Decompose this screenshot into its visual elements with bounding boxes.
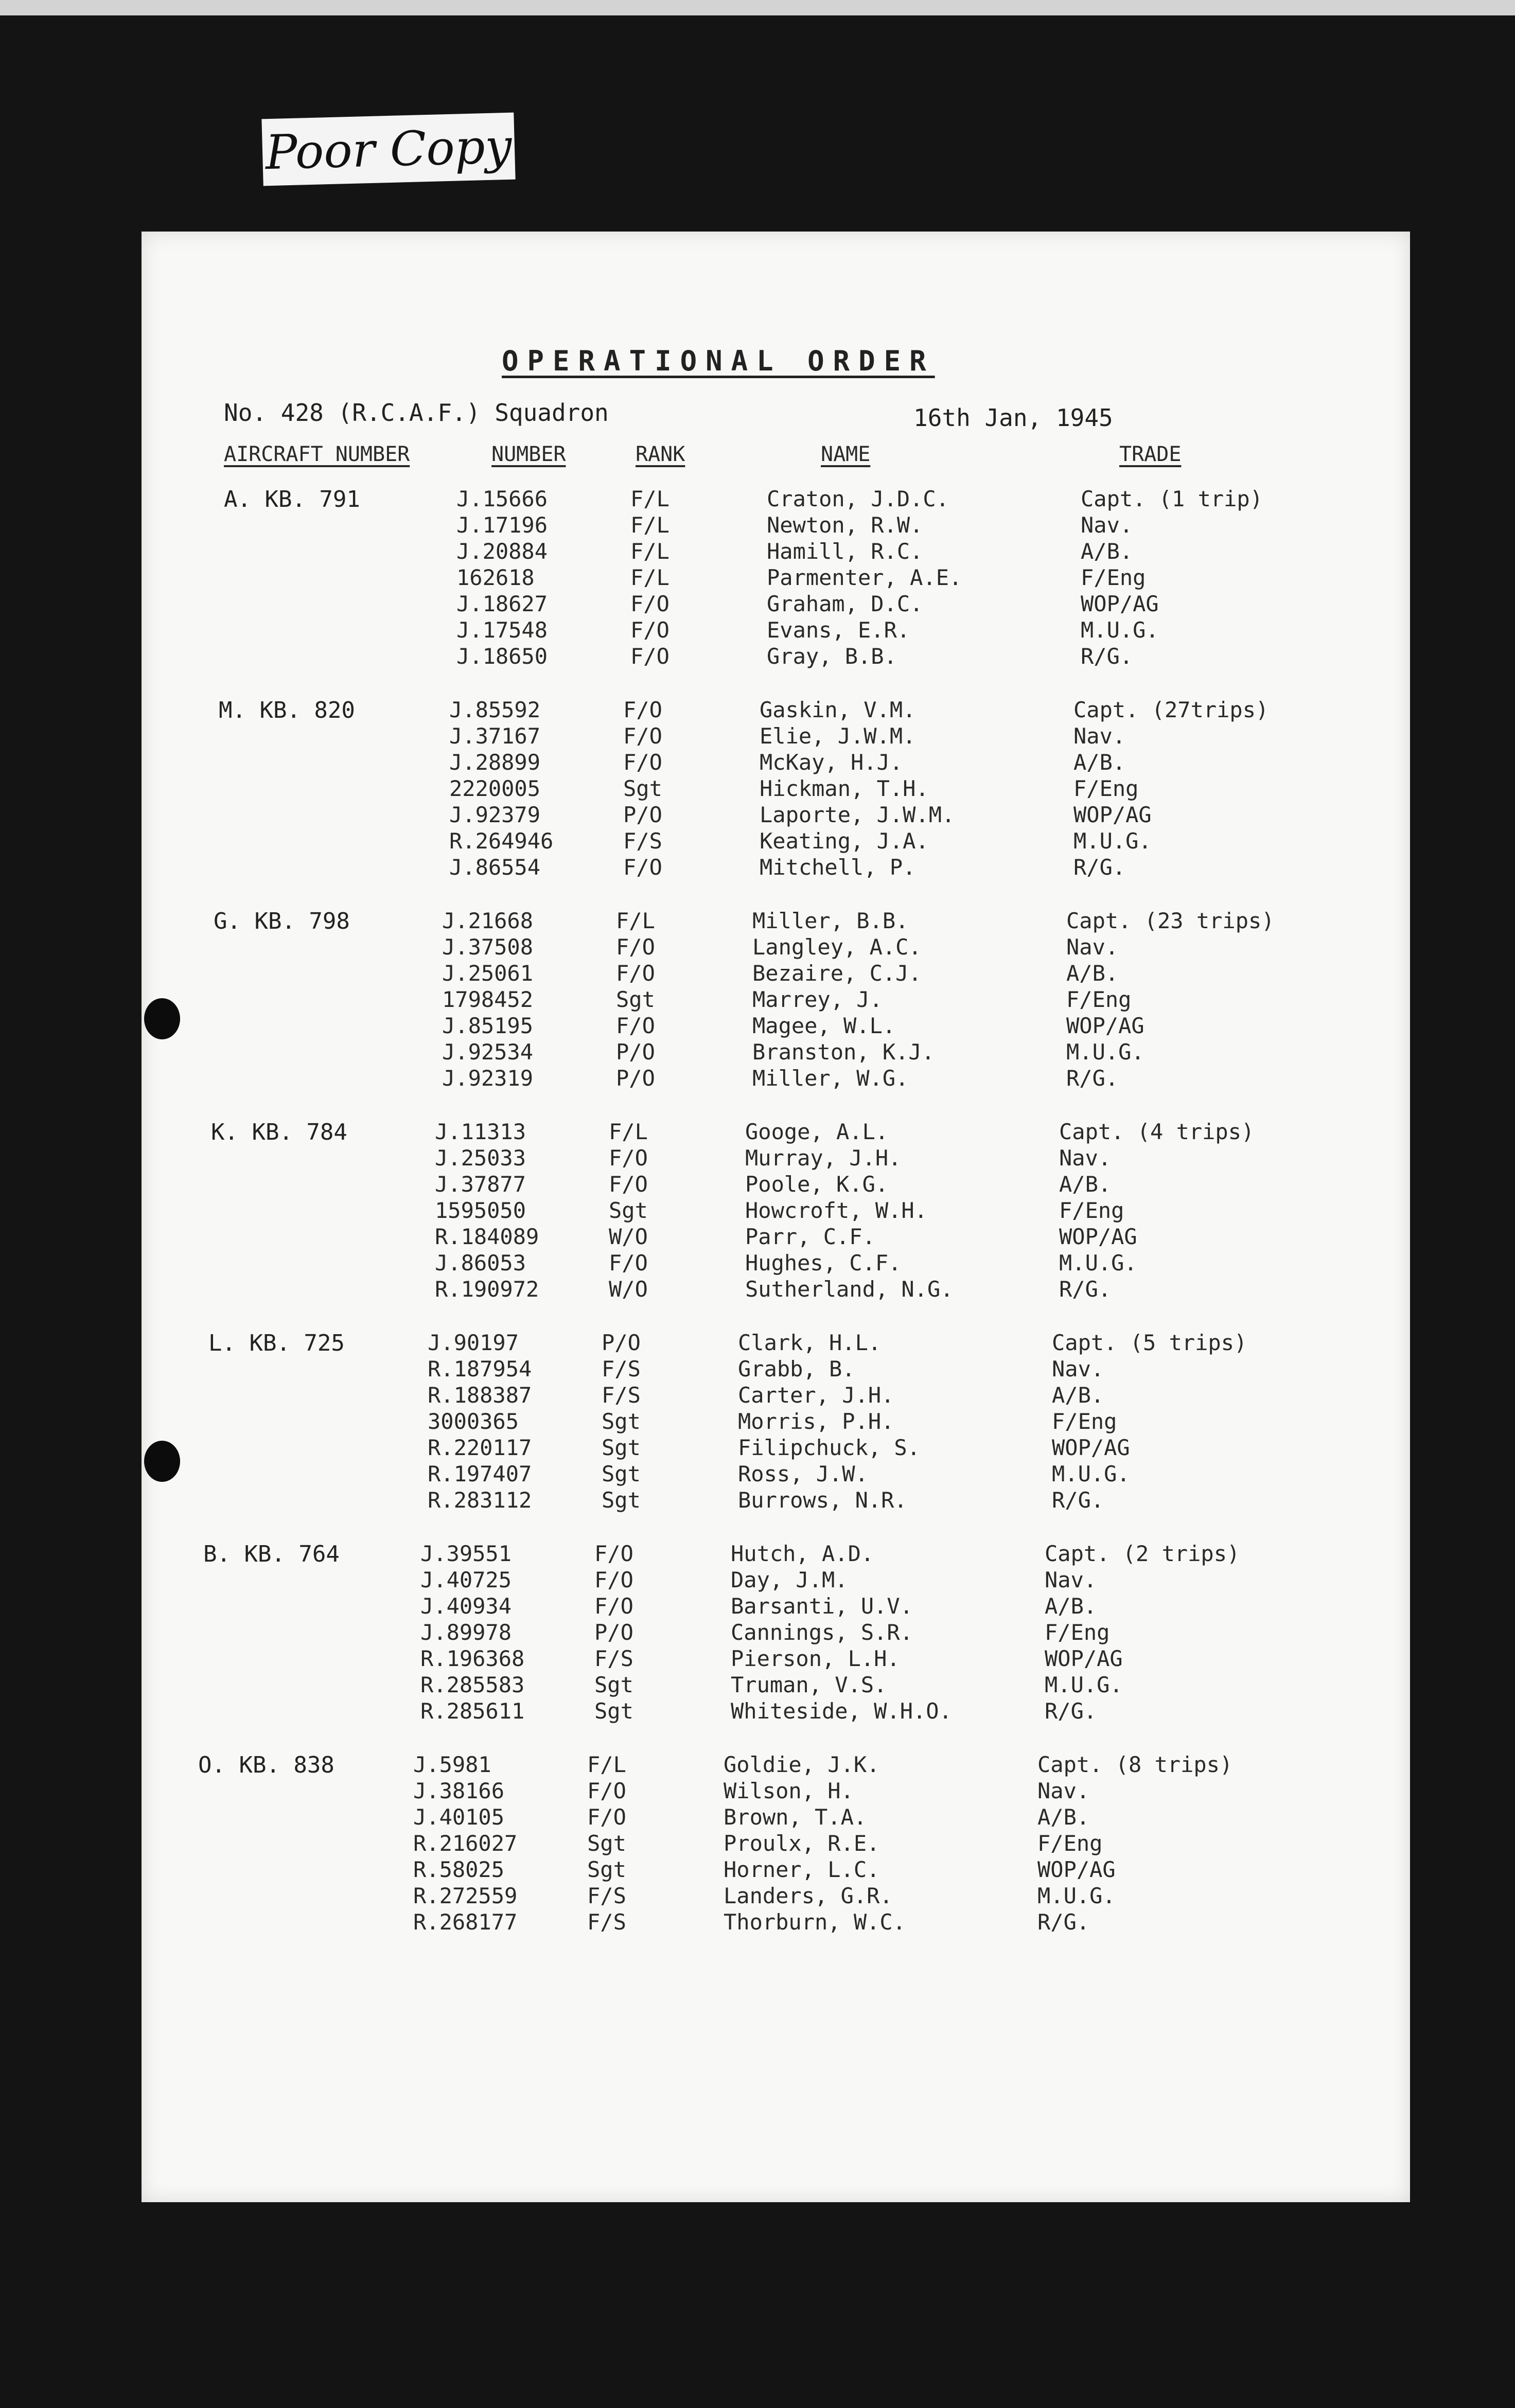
crew-member-number: R.268177 (413, 1909, 518, 1935)
crew-member-number: R.196368 (420, 1646, 525, 1671)
crew-member-trade: F/Eng (1066, 987, 1132, 1012)
crew-member-name: Hickman, T.H. (760, 776, 929, 801)
crew-member-number: J.21668 (442, 908, 534, 933)
crew-member-row (127, 1039, 1396, 1065)
crew-member-number: R.216027 (413, 1831, 518, 1856)
crew-member-trade: F/Eng (1059, 1198, 1124, 1223)
squadron-line: No. 428 (R.C.A.F.) Squadron (224, 399, 609, 427)
crew-member-rank: F/L (609, 1119, 648, 1144)
crew-member-row (142, 591, 1410, 617)
crew-member-name: Poole, K.G. (745, 1172, 889, 1197)
crew-member-rank: P/O (594, 1620, 633, 1645)
crew-member-number: J.40105 (413, 1804, 505, 1830)
aircraft-number: G. KB. 798 (214, 908, 350, 934)
crew-member-row (105, 1541, 1374, 1567)
crew-member-name: Gray, B.B. (767, 644, 897, 669)
crew-member-row (98, 1752, 1367, 1778)
crew-member-name: Magee, W.L. (752, 1013, 896, 1038)
crew-member-number: J.25061 (442, 961, 534, 986)
crew-block (142, 908, 1410, 1093)
crew-member-rank: Sgt (609, 1198, 648, 1223)
crew-member-name: Parmenter, A.E. (767, 565, 962, 590)
poor-copy-label: Poor Copy (261, 113, 515, 186)
crew-member-row (142, 539, 1410, 564)
crew-member-number: J.17548 (456, 617, 548, 643)
crew-member-number: J.5981 (413, 1752, 491, 1777)
crew-member-rank: Sgt (587, 1857, 626, 1882)
crew-member-trade: Nav. (1045, 1567, 1097, 1592)
crew-member-row (98, 1804, 1367, 1830)
crew-member-name: Elie, J.W.M. (760, 723, 916, 749)
crew-member-trade: A/B. (1052, 1383, 1104, 1408)
crew-member-trade: R/G. (1059, 1277, 1112, 1302)
crew-member-trade: F/Eng (1052, 1409, 1117, 1434)
crew-member-rank: F/O (609, 1172, 648, 1197)
crew-member-name: Day, J.M. (731, 1567, 848, 1592)
aircraft-number: K. KB. 784 (211, 1119, 347, 1145)
crew-member-name: Craton, J.D.C. (767, 486, 949, 511)
crew-member-trade: M.U.G. (1059, 1250, 1137, 1276)
aircraft-number: O. KB. 838 (198, 1752, 334, 1778)
crew-member-trade: M.U.G. (1052, 1461, 1130, 1486)
crew-member-trade: F/Eng (1073, 776, 1139, 801)
crew-member-rank: F/L (630, 539, 670, 564)
crew-member-number: 3000365 (428, 1409, 519, 1434)
crew-member-trade: R/G. (1073, 855, 1126, 880)
crew-member-trade: A/B. (1045, 1593, 1097, 1619)
crew-block (142, 1330, 1410, 1515)
crew-member-rank: F/S (602, 1356, 641, 1382)
crew-member-trade: M.U.G. (1073, 828, 1152, 854)
aircraft-number: L. KB. 725 (208, 1330, 345, 1356)
crew-member-number: 2220005 (449, 776, 541, 801)
document-page (142, 232, 1410, 2202)
crew-member-trade: F/Eng (1045, 1620, 1110, 1645)
crew-member-rank: F/S (587, 1883, 626, 1908)
crew-member-number: J.92379 (449, 802, 541, 827)
crew-member-trade: A/B. (1037, 1804, 1090, 1830)
crew-member-rank: F/O (623, 855, 662, 880)
crew-member-name: Barsanti, U.V. (731, 1593, 913, 1619)
crew-member-name: Filipchuck, S. (738, 1435, 921, 1460)
crew-member-name: Wilson, H. (724, 1778, 854, 1803)
crew-block (142, 1752, 1410, 1937)
crew-member-name: Miller, B.B. (752, 908, 909, 933)
crew-member-rank: F/O (630, 617, 670, 643)
crew-member-row (120, 1119, 1388, 1145)
crew-member-number: J.18650 (456, 644, 548, 669)
crew-member-rank: Sgt (594, 1698, 633, 1724)
aircraft-number: B. KB. 764 (203, 1541, 340, 1567)
crew-member-number: J.89978 (420, 1620, 512, 1645)
crew-member-number: R.58025 (413, 1857, 505, 1882)
crew-member-name: Proulx, R.E. (724, 1831, 880, 1856)
crew-member-rank: W/O (609, 1224, 648, 1249)
crew-member-number: J.38166 (413, 1778, 505, 1803)
crew-member-trade: Capt. (4 trips) (1059, 1119, 1255, 1144)
crew-member-trade: Nav. (1081, 512, 1133, 538)
crew-member-number: J.39551 (420, 1541, 512, 1566)
crew-member-name: Marrey, J. (752, 987, 883, 1012)
crew-member-rank: W/O (609, 1277, 648, 1302)
crew-member-number: J.15666 (456, 486, 548, 511)
crew-member-row (127, 908, 1396, 934)
crew-member-rank: F/O (616, 934, 655, 960)
crew-member-rank: F/O (630, 644, 670, 669)
crew-member-row (98, 1909, 1367, 1935)
crew-member-rank: F/O (623, 697, 662, 722)
crew-member-trade: Capt. (27trips) (1073, 697, 1269, 722)
crew-member-row (105, 1646, 1374, 1672)
crew-member-trade: Capt. (8 trips) (1037, 1752, 1233, 1777)
crew-member-number: J.86554 (449, 855, 541, 880)
crew-member-row (142, 617, 1410, 643)
crew-member-row (142, 486, 1410, 512)
crew-member-trade: A/B. (1059, 1172, 1112, 1197)
crew-member-row (134, 776, 1403, 802)
crew-member-number: J.28899 (449, 750, 541, 775)
crew-member-rank: F/O (616, 1013, 655, 1038)
crew-member-trade: Nav. (1037, 1778, 1090, 1803)
crew-member-trade: A/B. (1066, 961, 1119, 986)
crew-member-number: J.86053 (435, 1250, 526, 1276)
crew-member-name: Grabb, B. (738, 1356, 855, 1382)
document-date: 16th Jan, 1945 (913, 404, 1113, 432)
crew-member-number: J.92319 (442, 1066, 534, 1091)
crew-member-rank: P/O (616, 1039, 655, 1065)
crew-member-name: Langley, A.C. (752, 934, 922, 960)
crew-member-number: 1595050 (435, 1198, 526, 1223)
crew-member-row (113, 1356, 1381, 1382)
document-title: OPERATIONAL ORDER (502, 345, 935, 377)
crew-member-trade: WOP/AG (1073, 802, 1152, 827)
crew-member-row (98, 1857, 1367, 1883)
crew-member-name: Bezaire, C.J. (752, 961, 922, 986)
crew-member-row (142, 565, 1410, 591)
crew-member-number: J.85592 (449, 697, 541, 722)
crew-member-number: R.188387 (428, 1383, 532, 1408)
crew-member-rank: Sgt (602, 1409, 641, 1434)
crew-member-name: Sutherland, N.G. (745, 1277, 954, 1302)
crew-member-row (98, 1883, 1367, 1909)
crew-member-rank: F/L (630, 512, 670, 538)
crew-member-rank: P/O (616, 1066, 655, 1091)
crew-member-rank: Sgt (587, 1831, 626, 1856)
crew-member-row (98, 1778, 1367, 1804)
crew-member-row (105, 1620, 1374, 1645)
crew-block (142, 1119, 1410, 1304)
crew-member-rank: F/S (587, 1909, 626, 1935)
crew-member-name: Graham, D.C. (767, 591, 923, 616)
crew-member-rank: F/O (587, 1778, 626, 1803)
crew-member-rank: Sgt (602, 1461, 641, 1486)
crew-member-row (105, 1567, 1374, 1593)
crew-block (142, 486, 1410, 671)
crew-member-row (134, 750, 1403, 775)
crew-member-row (134, 697, 1403, 723)
crew-member-number: J.18627 (456, 591, 548, 616)
crew-member-trade: R/G. (1052, 1488, 1104, 1513)
crew-member-name: Burrows, N.R. (738, 1488, 907, 1513)
crew-member-rank: Sgt (623, 776, 662, 801)
crew-member-number: 1798452 (442, 987, 534, 1012)
crew-member-row (120, 1145, 1388, 1171)
crew-member-row (105, 1698, 1374, 1724)
crew-member-rank: F/S (602, 1383, 641, 1408)
crew-member-name: Evans, E.R. (767, 617, 910, 643)
crew-member-number: J.40934 (420, 1593, 512, 1619)
crew-member-name: Morris, P.H. (738, 1409, 894, 1434)
crew-member-row (127, 1066, 1396, 1091)
crew-member-rank: F/O (609, 1145, 648, 1171)
crew-member-rank: Sgt (616, 987, 655, 1012)
crew-member-number: J.40725 (420, 1567, 512, 1592)
crew-member-trade: WOP/AG (1045, 1646, 1123, 1671)
header-trade: TRADE (1119, 442, 1182, 466)
crew-member-number: J.90197 (428, 1330, 519, 1355)
crew-member-row (142, 512, 1410, 538)
crew-member-number: R.285583 (420, 1672, 525, 1697)
crew-member-trade: Capt. (1 trip) (1081, 486, 1263, 511)
crew-member-trade: Capt. (5 trips) (1052, 1330, 1247, 1355)
crew-member-name: Laporte, J.W.M. (760, 802, 955, 827)
crew-member-rank: F/O (630, 591, 670, 616)
crew-member-name: Goldie, J.K. (724, 1752, 880, 1777)
crew-member-row (127, 987, 1396, 1013)
crew-member-row (105, 1593, 1374, 1619)
crew-member-name: Branston, K.J. (752, 1039, 935, 1065)
crew-member-rank: F/S (594, 1646, 633, 1671)
crew-member-rank: F/O (594, 1593, 633, 1619)
crew-member-name: Brown, T.A. (724, 1804, 867, 1830)
crew-member-rank: P/O (623, 802, 662, 827)
crew-member-rank: Sgt (602, 1435, 641, 1460)
crew-member-rank: Sgt (602, 1488, 641, 1513)
crew-member-trade: M.U.G. (1081, 617, 1159, 643)
crew-member-number: R.187954 (428, 1356, 532, 1382)
crew-member-number: J.37508 (442, 934, 534, 960)
crew-member-rank: F/O (616, 961, 655, 986)
crew-member-rank: Sgt (594, 1672, 633, 1697)
crew-member-name: Googe, A.L. (745, 1119, 889, 1144)
crew-member-trade: R/G. (1066, 1066, 1119, 1091)
crew-member-rank: F/L (630, 565, 670, 590)
crew-member-row (113, 1409, 1381, 1435)
crew-member-name: Carter, J.H. (738, 1383, 894, 1408)
crew-member-number: J.92534 (442, 1039, 534, 1065)
crew-member-trade: Nav. (1073, 723, 1126, 749)
crew-member-row (127, 1013, 1396, 1039)
crew-member-number: R.264946 (449, 828, 554, 854)
crew-member-number: J.37877 (435, 1172, 526, 1197)
crew-member-number: J.17196 (456, 512, 548, 538)
crew-member-name: Clark, H.L. (738, 1330, 882, 1355)
header-number: NUMBER (491, 442, 566, 466)
crew-member-name: Howcroft, W.H. (745, 1198, 928, 1223)
crew-member-row (113, 1383, 1381, 1408)
crew-member-number: R.283112 (428, 1488, 532, 1513)
crew-member-trade: R/G. (1037, 1909, 1090, 1935)
crew-member-name: Horner, L.C. (724, 1857, 880, 1882)
crew-member-name: Whiteside, W.H.O. (731, 1698, 952, 1724)
crew-member-row (120, 1277, 1388, 1302)
crew-member-row (134, 723, 1403, 749)
aircraft-number: A. KB. 791 (224, 486, 360, 512)
crew-member-name: Miller, W.G. (752, 1066, 909, 1091)
crew-member-trade: M.U.G. (1066, 1039, 1144, 1065)
crew-member-number: R.184089 (435, 1224, 539, 1249)
crew-member-row (113, 1435, 1381, 1461)
crew-member-name: Truman, V.S. (731, 1672, 887, 1697)
crew-member-trade: WOP/AG (1081, 591, 1159, 616)
crew-member-rank: F/O (609, 1250, 648, 1276)
crew-member-name: Mitchell, P. (760, 855, 916, 880)
crew-member-name: Parr, C.F. (745, 1224, 875, 1249)
crew-member-name: Newton, R.W. (767, 512, 923, 538)
crew-member-trade: F/Eng (1081, 565, 1146, 590)
crew-member-trade: F/Eng (1037, 1831, 1103, 1856)
crew-member-number: J.85195 (442, 1013, 534, 1038)
crew-member-row (134, 802, 1403, 828)
crew-member-name: Thorburn, W.C. (724, 1909, 906, 1935)
crew-member-name: Hutch, A.D. (731, 1541, 874, 1566)
crew-member-name: Ross, J.W. (738, 1461, 868, 1486)
crew-member-row (134, 828, 1403, 854)
crew-member-number: J.25033 (435, 1145, 526, 1171)
crew-member-row (120, 1172, 1388, 1197)
crew-member-trade: R/G. (1045, 1698, 1097, 1724)
crew-member-row (113, 1461, 1381, 1487)
crew-member-name: McKay, H.J. (760, 750, 903, 775)
crew-member-number: R.272559 (413, 1883, 518, 1908)
crew-member-name: Landers, G.R. (724, 1883, 893, 1908)
crew-member-trade: WOP/AG (1059, 1224, 1137, 1249)
crew-member-row (134, 855, 1403, 880)
crew-member-name: Cannings, S.R. (731, 1620, 913, 1645)
crew-member-trade: Nav. (1066, 934, 1119, 960)
crew-member-row (120, 1250, 1388, 1276)
crew-member-trade: Nav. (1059, 1145, 1112, 1171)
crew-member-number: 162618 (456, 565, 535, 590)
crew-member-row (98, 1831, 1367, 1856)
crew-block (142, 697, 1410, 882)
crew-member-rank: F/L (630, 486, 670, 511)
crew-member-number: R.220117 (428, 1435, 532, 1460)
crew-member-number: R.197407 (428, 1461, 532, 1486)
crew-member-name: Hamill, R.C. (767, 539, 923, 564)
crew-member-trade: Capt. (2 trips) (1045, 1541, 1240, 1566)
crew-member-trade: R/G. (1081, 644, 1133, 669)
crew-member-rank: F/S (623, 828, 662, 854)
crew-member-row (127, 961, 1396, 986)
crew-member-row (113, 1330, 1381, 1356)
crew-block (142, 1541, 1410, 1726)
crew-member-rank: F/L (587, 1752, 626, 1777)
film-frame-edge (0, 0, 1515, 15)
crew-member-name: Hughes, C.F. (745, 1250, 902, 1276)
crew-member-row (127, 934, 1396, 960)
crew-member-row (113, 1488, 1381, 1513)
crew-member-name: Pierson, L.H. (731, 1646, 900, 1671)
crew-member-row (105, 1672, 1374, 1698)
crew-member-rank: F/L (616, 908, 655, 933)
crew-member-number: J.37167 (449, 723, 541, 749)
crew-member-trade: M.U.G. (1037, 1883, 1116, 1908)
header-aircraft-number: AIRCRAFT NUMBER (224, 442, 410, 466)
crew-member-trade: Capt. (23 trips) (1066, 908, 1275, 933)
crew-member-trade: A/B. (1081, 539, 1133, 564)
crew-member-rank: F/O (587, 1804, 626, 1830)
crew-member-number: J.11313 (435, 1119, 526, 1144)
crew-member-rank: F/O (594, 1541, 633, 1566)
crew-member-row (120, 1224, 1388, 1250)
crew-member-trade: WOP/AG (1066, 1013, 1144, 1038)
crew-member-rank: F/O (623, 723, 662, 749)
crew-member-number: R.190972 (435, 1277, 539, 1302)
crew-member-number: R.285611 (420, 1698, 525, 1724)
crew-member-trade: WOP/AG (1037, 1857, 1116, 1882)
crew-member-name: Gaskin, V.M. (760, 697, 916, 722)
crew-member-name: Keating, J.A. (760, 828, 929, 854)
crew-member-trade: M.U.G. (1045, 1672, 1123, 1697)
crew-member-row (120, 1198, 1388, 1224)
crew-member-trade: A/B. (1073, 750, 1126, 775)
crew-member-trade: WOP/AG (1052, 1435, 1130, 1460)
header-name: NAME (821, 442, 871, 466)
crew-member-trade: Nav. (1052, 1356, 1104, 1382)
aircraft-number: M. KB. 820 (219, 697, 355, 723)
crew-member-number: J.20884 (456, 539, 548, 564)
crew-member-rank: P/O (602, 1330, 641, 1355)
crew-member-rank: F/O (594, 1567, 633, 1592)
crew-member-rank: F/O (623, 750, 662, 775)
crew-member-name: Murray, J.H. (745, 1145, 902, 1171)
crew-member-row (142, 644, 1410, 669)
header-rank: RANK (636, 442, 685, 466)
